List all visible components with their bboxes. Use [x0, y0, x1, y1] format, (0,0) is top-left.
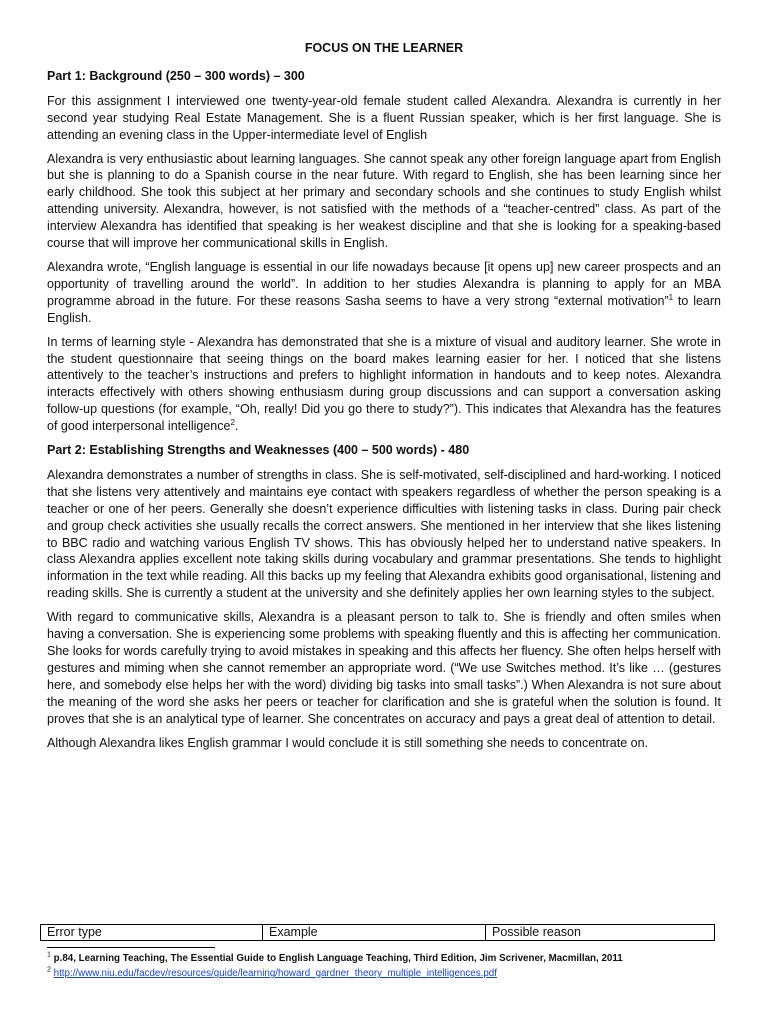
footnotes — [47, 951, 727, 981]
footnote-2-link[interactable]: http://www.niu.edu/facdev/resources/guide/learning/howard_gardner_theory_multiple_intelligences.pdf — [53, 968, 497, 979]
part1-heading: Part 1: Background (250 – 300 words) – 300 — [47, 68, 305, 83]
footnote-1-text: p.84, Learning Teaching, The Essential Guide to English Language Teaching, Third Edition, Jim Scrivener, Macmillan, 2011 — [50, 953, 623, 964]
part1-paragraph-3-end: to learn English. — [47, 293, 721, 325]
part1-paragraph-4 — [47, 334, 721, 435]
part1-paragraph-2: Alexandra is very enthusiastic about learning languages. She cannot speak any other foreign language apart from English but she is planning to do a Spanish course in the near future. With regard to English, she has been learning since her early childhood. She took this subject at her primary and secondary schools and she continues to study English whilst attending university. Alexandra, however, is not satisfied with the methods of a “teacher-centred” class. As part of the interview Alexandra has identified that speaking is her weakest discipline and that she is looking for a speaking-based course that will improve her communicational skills in English. — [47, 151, 721, 251]
table-header-possible-reason: Possible reason — [486, 925, 715, 941]
error-analysis-table — [40, 924, 715, 941]
footnote-1-mark: 1 — [47, 951, 51, 959]
footnote-2 — [47, 966, 727, 981]
document-body — [47, 40, 721, 758]
part2-paragraph-1: Alexandra demonstrates a number of strengths in class. She is self-motivated, self-disciplined and hard-working. I noticed that she listens very attentively and maintains eye contact with speakers regardless of whether the person speaking is a teacher or one of her peers. Generally she doesn’t experience difficulties with listening tasks in class. During pair check and group check activities she usually recalls the correct answers. She mentioned in her interview that she likes listening to BBC radio and watching various English TV shows. This has obviously helped her to understand native speakers. In class Alexandra applies excellent note taking skills during vocabulary and grammar presentations. She tends to highlight information in the text while reading. All this backs up my feeling that Alexandra exhibits good organisational, listening and reading skills. She is currently a student at the university and she definitely applies her own learning styles to the subject. — [47, 467, 721, 601]
part1-paragraph-4-text: In terms of learning style - Alexandra has demonstrated that she is a mixture of visual and auditory learner. She wrote in the student questionnaire that seeing things on the board makes learning easier for her. I noticed that she listens attentively to the teacher’s instructions and prefers to highlight information in handouts and to keep notes. Alexandra interacts effectively with others showing enthusiasm during group discussions and can support a conversation asking follow-up questions (for example, “Oh, really! Did you go there to study?”). This indicates that Alexandra has the features of good interpersonal intelligence — [47, 334, 721, 434]
footnote-2-mark: 2 — [47, 966, 51, 974]
part2-paragraph-3: Although Alexandra likes English grammar I would conclude it is still something she needs to concentrate on. — [47, 735, 649, 750]
table-header-example: Example — [263, 925, 486, 941]
footnote-1 — [47, 951, 727, 966]
document-title: FOCUS ON THE LEARNER — [304, 41, 464, 55]
part1-paragraph-4-end: . — [234, 419, 239, 434]
part1-paragraph-3-text: Alexandra wrote, “English language is essential in our life nowadays because [it opens up] new career prospects and an opportunity of travelling around the world”. In addition to her studies Alexandra is planning to apply for an MBA programme abroad in the future. For these reasons Sasha seems to have a very strong “external motivation” — [47, 259, 721, 308]
part2-paragraph-2: With regard to communicative skills, Alexandra is a pleasant person to talk to. She is friendly and often smiles when having a conversation. She is experiencing some problems with speaking fluently and this is affecting her communication. She looks for words carefully trying to avoid mistakes in speaking and this affects her fluency. She often helps herself with gestures and miming when she cannot remember an appropriate word. (“We use Switches method. It’s like … (gestures here, and somebody else helps her with the word) dividing big tasks into small tasks”.) When Alexandra is not sure about the meaning of the word she asks her peers or teacher for clarification and she is grateful when the solution is found. It proves that she is an analytical type of learner. She concentrates on accuracy and pays a great deal of attention to detail. — [47, 610, 721, 726]
part2-heading: Part 2: Establishing Strengths and Weaknesses (400 – 500 words) - 480 — [47, 443, 470, 458]
footnote-ref-1: 1 — [668, 292, 674, 302]
table-header-error-type: Error type — [41, 925, 263, 941]
part1-paragraph-1: For this assignment I interviewed one twenty-year-old female student called Alexandra. Alexandra is currently in her second year studying Real Estate Management. She is a fluent Russian speaker, which is her first language. She is attending an evening class in the Upper-intermediate level of English — [47, 93, 721, 142]
footnote-separator — [47, 947, 215, 948]
part1-paragraph-3 — [47, 259, 721, 327]
table-header-row — [41, 925, 715, 941]
footnote-ref-2: 2 — [230, 417, 235, 427]
